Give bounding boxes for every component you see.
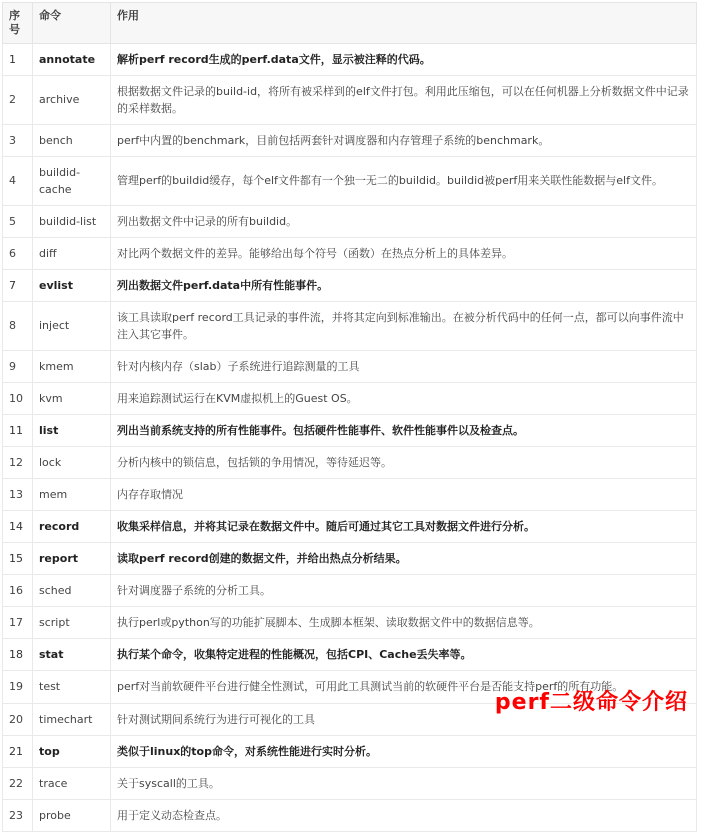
row-command: buildid-cache bbox=[33, 156, 111, 205]
row-index: 1 bbox=[3, 43, 33, 75]
table-row bbox=[3, 607, 697, 639]
table-row bbox=[3, 301, 697, 350]
row-index: 20 bbox=[3, 703, 33, 735]
row-description: 用来追踪测试运行在KVM虚拟机上的Guest OS。 bbox=[111, 383, 697, 415]
table-row bbox=[3, 639, 697, 671]
watermark-label: perf二级命令介绍 bbox=[494, 690, 688, 715]
row-description: 执行perl或python写的功能扩展脚本、生成脚本框架、读取数据文件中的数据信息等。 bbox=[111, 607, 697, 639]
row-command: list bbox=[33, 415, 111, 447]
row-command: evlist bbox=[33, 269, 111, 301]
table-row bbox=[3, 383, 697, 415]
row-description: 内存存取情况 bbox=[111, 479, 697, 511]
row-description: 针对调度器子系统的分析工具。 bbox=[111, 575, 697, 607]
table-row bbox=[3, 75, 697, 124]
table-row bbox=[3, 543, 697, 575]
row-index: 14 bbox=[3, 511, 33, 543]
row-description: 收集采样信息，并将其记录在数据文件中。随后可通过其它工具对数据文件进行分析。 bbox=[111, 511, 697, 543]
row-description: 类似于linux的top命令，对系统性能进行实时分析。 bbox=[111, 735, 697, 767]
table-row bbox=[3, 156, 697, 205]
row-description: 执行某个命令，收集特定进程的性能概况，包括CPI、Cache丢失率等。 bbox=[111, 639, 697, 671]
table-row bbox=[3, 415, 697, 447]
row-description: 列出当前系统支持的所有性能事件。包括硬件性能事件、软件性能事件以及检查点。 bbox=[111, 415, 697, 447]
row-command: script bbox=[33, 607, 111, 639]
row-index: 3 bbox=[3, 124, 33, 156]
row-index: 10 bbox=[3, 383, 33, 415]
row-command: bench bbox=[33, 124, 111, 156]
row-command: mem bbox=[33, 479, 111, 511]
row-description: 列出数据文件perf.data中所有性能事件。 bbox=[111, 269, 697, 301]
row-command: probe bbox=[33, 799, 111, 831]
row-command: report bbox=[33, 543, 111, 575]
row-index: 4 bbox=[3, 156, 33, 205]
table-row bbox=[3, 43, 697, 75]
table-row bbox=[3, 124, 697, 156]
row-command: annotate bbox=[33, 43, 111, 75]
table-row bbox=[3, 205, 697, 237]
row-command: kvm bbox=[33, 383, 111, 415]
table-row bbox=[3, 799, 697, 831]
row-description: 关于syscall的工具。 bbox=[111, 767, 697, 799]
row-index: 9 bbox=[3, 351, 33, 383]
table-row bbox=[3, 351, 697, 383]
row-index: 6 bbox=[3, 237, 33, 269]
row-index: 22 bbox=[3, 767, 33, 799]
row-index: 16 bbox=[3, 575, 33, 607]
row-description: 管理perf的buildid缓存，每个elf文件都有一个独一无二的buildid。buildid被perf用来关联性能数据与elf文件。 bbox=[111, 156, 697, 205]
document-page bbox=[0, 2, 702, 822]
column-header-description: 作用 bbox=[111, 3, 697, 44]
column-header-command: 命令 bbox=[33, 3, 111, 44]
row-index: 8 bbox=[3, 301, 33, 350]
row-index: 12 bbox=[3, 447, 33, 479]
row-description: 针对内核内存（slab）子系统进行追踪测量的工具 bbox=[111, 351, 697, 383]
table-row bbox=[3, 767, 697, 799]
row-command: trace bbox=[33, 767, 111, 799]
table-row bbox=[3, 511, 697, 543]
row-index: 13 bbox=[3, 479, 33, 511]
table-header-row bbox=[3, 3, 697, 44]
row-command: inject bbox=[33, 301, 111, 350]
row-description: perf对当前软硬件平台进行健全性测试，可用此工具测试当前的软硬件平台是否能支持perf的所有功能。 bbox=[111, 671, 697, 703]
row-description: 读取perf record创建的数据文件，并给出热点分析结果。 bbox=[111, 543, 697, 575]
row-command: test bbox=[33, 671, 111, 703]
table-header bbox=[3, 3, 697, 44]
row-command: timechart bbox=[33, 703, 111, 735]
table-row bbox=[3, 575, 697, 607]
row-index: 18 bbox=[3, 639, 33, 671]
row-index: 11 bbox=[3, 415, 33, 447]
row-index: 2 bbox=[3, 75, 33, 124]
row-index: 23 bbox=[3, 799, 33, 831]
row-description: 分析内核中的锁信息，包括锁的争用情况，等待延迟等。 bbox=[111, 447, 697, 479]
row-command: record bbox=[33, 511, 111, 543]
table-row bbox=[3, 237, 697, 269]
row-description: perf中内置的benchmark，目前包括两套针对调度器和内存管理子系统的benchmark。 bbox=[111, 124, 697, 156]
row-command: diff bbox=[33, 237, 111, 269]
column-header-index: 序号 bbox=[3, 3, 33, 44]
row-index: 7 bbox=[3, 269, 33, 301]
table-row bbox=[3, 479, 697, 511]
row-description: 列出数据文件中记录的所有buildid。 bbox=[111, 205, 697, 237]
table-row bbox=[3, 447, 697, 479]
row-index: 21 bbox=[3, 735, 33, 767]
row-command: sched bbox=[33, 575, 111, 607]
row-description: 针对测试期间系统行为进行可视化的工具 bbox=[111, 703, 697, 735]
row-description: 解析perf record生成的perf.data文件，显示被注释的代码。 bbox=[111, 43, 697, 75]
table-row bbox=[3, 269, 697, 301]
row-command: lock bbox=[33, 447, 111, 479]
row-description: 根据数据文件记录的build-id，将所有被采样到的elf文件打包。利用此压缩包，可以在任何机器上分析数据文件中记录的采样数据。 bbox=[111, 75, 697, 124]
row-description: 该工具读取perf record工具记录的事件流，并将其定向到标准输出。在被分析代码中的任何一点，都可以向事件流中注入其它事件。 bbox=[111, 301, 697, 350]
row-command: buildid-list bbox=[33, 205, 111, 237]
row-command: stat bbox=[33, 639, 111, 671]
row-description: 对比两个数据文件的差异。能够给出每个符号（函数）在热点分析上的具体差异。 bbox=[111, 237, 697, 269]
row-index: 15 bbox=[3, 543, 33, 575]
row-command: archive bbox=[33, 75, 111, 124]
row-command: top bbox=[33, 735, 111, 767]
row-command: kmem bbox=[33, 351, 111, 383]
row-index: 19 bbox=[3, 671, 33, 703]
row-description: 用于定义动态检查点。 bbox=[111, 799, 697, 831]
row-index: 5 bbox=[3, 205, 33, 237]
row-index: 17 bbox=[3, 607, 33, 639]
